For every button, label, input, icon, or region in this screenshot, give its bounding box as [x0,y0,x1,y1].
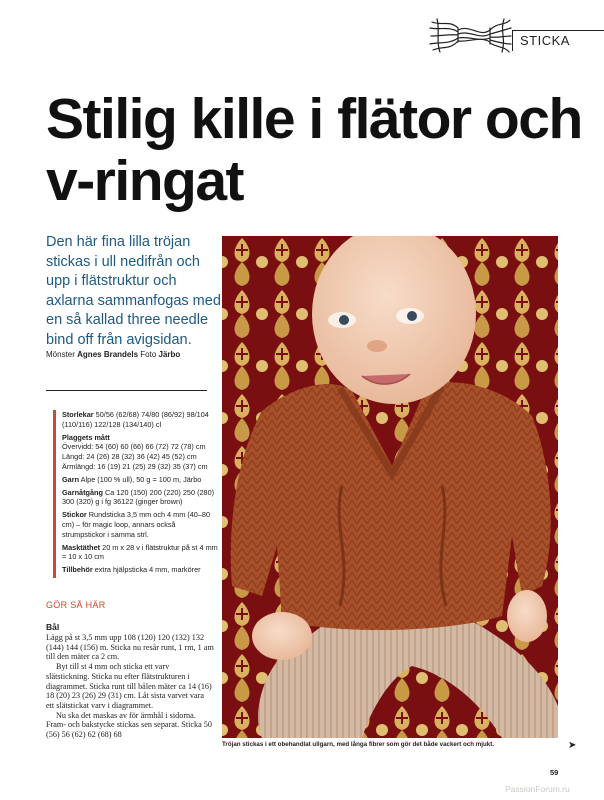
photo-label: Foto [140,350,157,359]
section-label: STICKA [512,30,604,51]
page-title: Stilig kille i flätor och v-ringat [46,87,582,213]
fact-notions: Tillbehör extra hjälpsticka 4 mm, markörer [62,565,201,575]
baby-sweater-photo [222,236,558,738]
instructions-body [46,633,214,740]
fact-sizes: Storlekar 50/56 (62/68) 74/80 (86/92) 98/104 (110/116) 122/128 (134/140) cl [62,410,209,429]
fact-measurements: Plaggets mått Övervidd: 54 (60) 60 (66) 66 (72) 72 (78) cm Längd: 24 (26) 28 (32) 36 (42) 45 (52) cm Ärmlängd: 16 (19) 21 (25) 29 (32) 35 (37) cm [62,432,208,471]
credit-line [46,350,226,359]
fact-yarn-amount: Garnåtgång Ca 120 (150) 200 (220) 250 (280) 300 (320) g i fg 36122 (ginger brown) [62,487,215,507]
instruction-paragraph: Lägg på st 3,5 mm upp 108 (120) 120 (132) 132 (144) 144 (156) m. Sticka nu resår runt, 1 rm, 1 am till den mäter ca 2 cm. [46,633,214,662]
divider [46,390,207,391]
fact-gauge: Masktäthet 20 m x 28 v i flätstruktur på st 4 mm = 10 x 10 cm [62,542,218,562]
watermark: PassionForum.ru [505,784,570,794]
lead-paragraph: Den här fina lilla tröjan stickas i ull nedifrån och upp i flätstruktur och axlarna sammanfogas med en så kallad three needle bind off från avigsidan. [46,234,221,348]
pattern-label: Mönster [46,350,75,359]
yarn-skein-icon [428,16,512,54]
designer-name: Agnes Brandels [77,350,139,359]
fact-needles: Stickor Rundsticka 3,5 mm och 4 mm (40–80 cm) – för magic loop, annars också strumpstickor i samma strl. [62,510,211,539]
instructions-heading: GÖR SÅ HÄR [46,600,106,610]
instruction-paragraph: Nu ska det maskas av för ärmhål i sidorna. Fram- och bakstycke stickas sen separat. Sticka 50 (56) 56 (62) 62 (68) 68 [46,710,212,740]
continue-arrow-icon: ➤ [568,740,577,751]
fact-yarn: Garn Alpe (100 % ull), 50 g = 100 m, Järbo [62,474,202,484]
photo-caption: Tröjan stickas i ett obehandlat ullgarn, med långa fibrer som gör det både vackert och mjukt. [222,741,494,748]
instructions-subheading: Bål [46,622,60,632]
photographer-name: Järbo [158,350,181,359]
page-number: 59 [550,768,559,777]
instruction-paragraph: Byt till st 4 mm och sticka ett varv slätstickning. Sticka nu efter flätstrukturen i diagrammet. Sticka runt till bålen mäter ca 14 (16) 18 (20) 23 (26) 29 (31) cm. Låt sista varvet vara ett slätstickat varv i diagrammet. [46,662,212,710]
pattern-facts [53,410,219,578]
